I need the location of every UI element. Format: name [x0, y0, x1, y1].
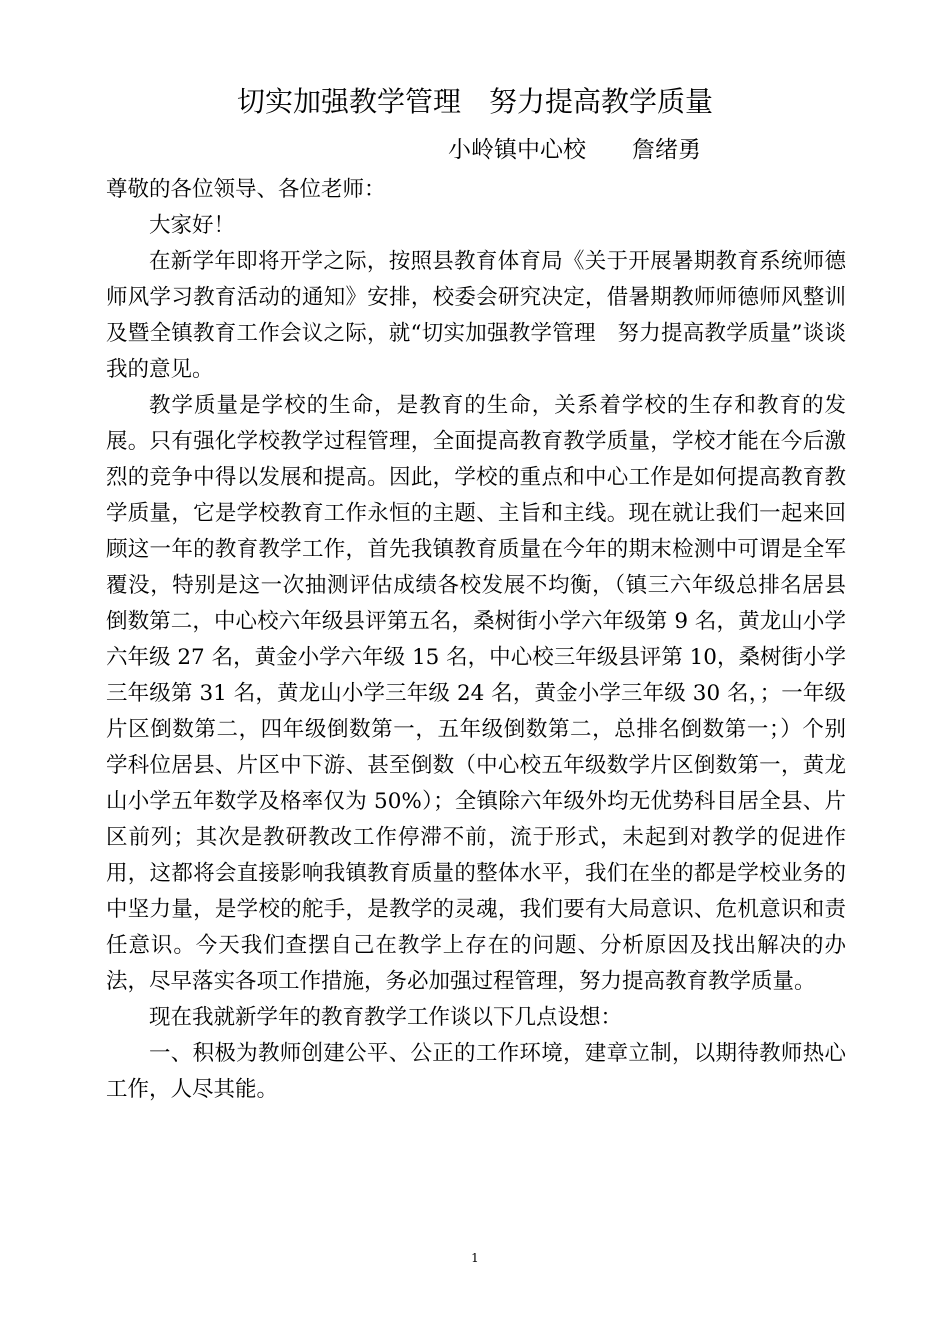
- paragraph-greeting: 大家好！: [149, 213, 236, 238]
- document-body: [106, 172, 846, 1108]
- document-title: 切实加强教学管理 努力提高教学质量: [236, 85, 713, 118]
- paragraph-quality-review: 教学质量是学校的生命，是教育的生命，关系着学校的生存和教育的发展。只有强化学校教学过程管理，全面提高教育教学质量，学校才能在今后激烈的竞争中得以发展和提高。因此，学校的重点和中心工作是如何提高教育教学质量，它是学校教育工作永恒的主题、主旨和主线。现在就让我们一起来回顾这一年的教育教学工作，首先我镇教育质量在今年的期末检测中可谓是全军覆没，特别是这一次抽测评估成绩各校发展不均衡，（镇三六年级总排名居县倒数第二，中心校六年级县评第五名，桑树街小学六年级第 9 名，黄龙山小学六年级 27 名，黄金小学六年级 15 名，中心校三年级县评第 10，桑树街小学三年级第 31 名，黄龙山小学三年级 24 名，黄金小学三年级 30 名，；一年级片区倒数第二，四年级倒数第一，五年级倒数第二，总排名倒数第一；）个别学科位居县、片区中下游、甚至倒数（中心校五年级数学片区倒数第一，黄龙山小学五年数学及格率仅为 50%）；全镇除六年级外均无优势科目居全县、片区前列；其次是教研教改工作停滞不前，流于形式，未起到对教学的促进作用，这都将会直接影响我镇教育质量的整体水平，我们在坐的都是学校业务的中坚力量，是学校的舵手，是教学的灵魂，我们要有大局意识、危机意识和责任意识。今天我们查摆自己在教学上存在的问题、分析原因及找出解决的办法，尽早落实各项工作措施，务必加强过程管理，努力提高教育教学质量。: [106, 393, 846, 994]
- paragraph-intro: 在新学年即将开学之际，按照县教育体育局《关于开展暑期教育系统师德师风学习教育活动的通知》安排，校委会研究决定，借暑期教师师德师风整训及暨全镇教育工作会议之际，就“切实加强教学管理 努力提高教学质量”谈谈我的意见。: [106, 249, 846, 382]
- author-line: 小岭镇中心校 詹绪勇: [448, 137, 701, 163]
- paragraph-plan-intro: 现在我就新学年的教育教学工作谈以下几点设想：: [149, 1005, 623, 1030]
- page-number: 1: [471, 1251, 479, 1265]
- salutation: 尊敬的各位领导、各位老师：: [106, 177, 386, 202]
- paragraph-point-one: 一、积极为教师创建公平、公正的工作环境，建章立制，以期待教师热心工作，人尽其能。: [106, 1041, 846, 1102]
